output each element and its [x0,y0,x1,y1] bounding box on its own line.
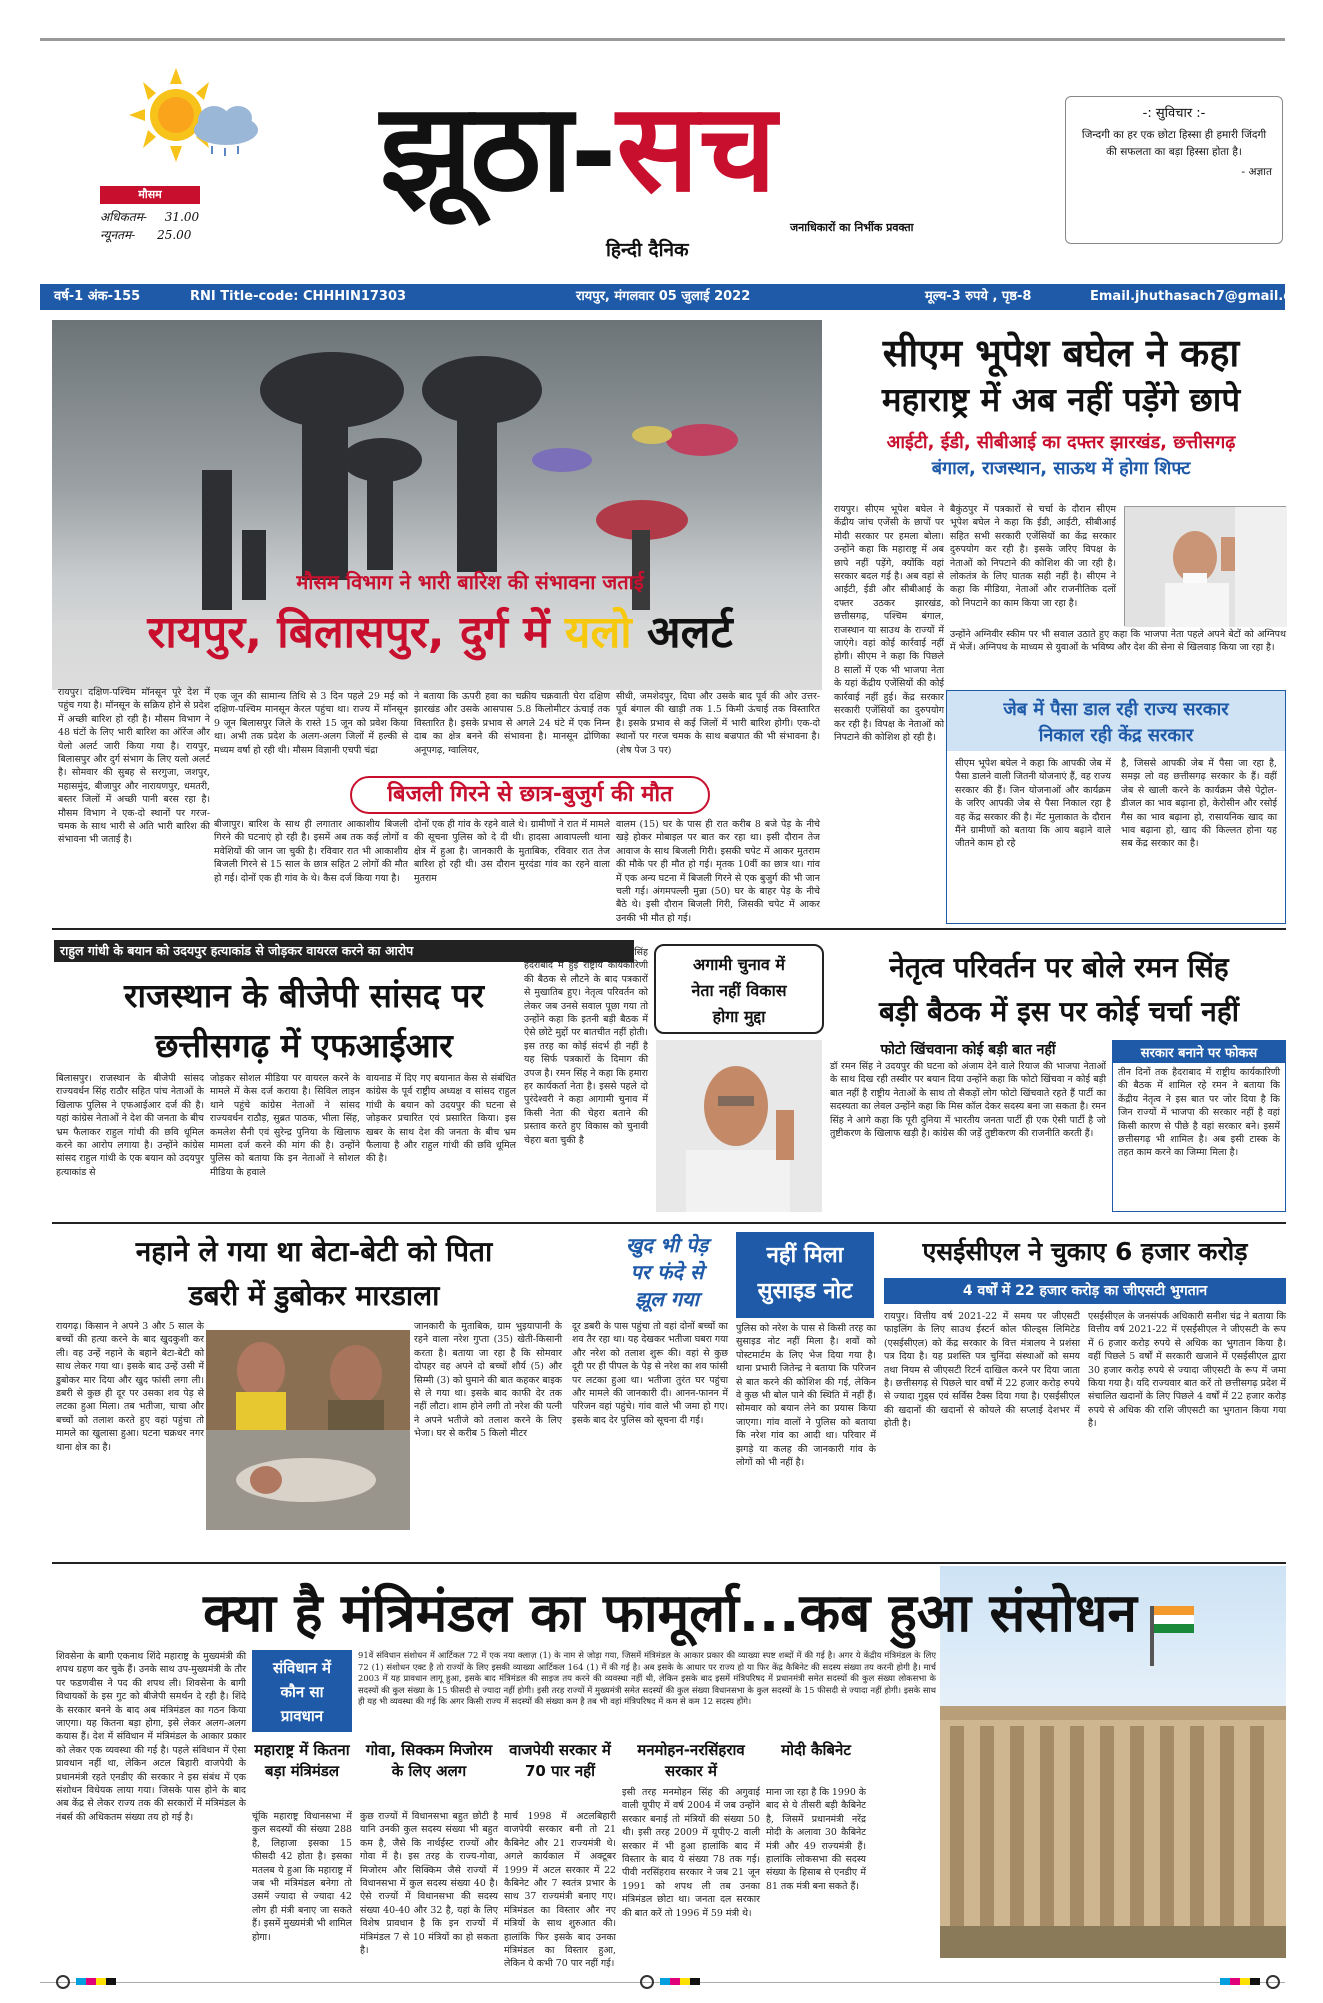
rni-code: RNI Title-code: CHHHIN17303 [190,289,407,304]
rain-headline-black: अलर्ट [647,607,733,658]
cm-box-title-1: जेब में पैसा डाल रही राज्य सरकार [1003,699,1229,720]
cabinet-c5-head: मोदी कैबिनेट [781,1741,851,1759]
father-headline-2: डबरी में डुबोकर मारडाला [188,1279,440,1312]
raman-quote-3: होगा मुद्दा [712,1007,766,1026]
masthead-title [380,60,980,220]
issue-number: वर्ष-1 अंक-155 [54,289,141,304]
raman-focus-text: तीन दिनों तक हैदराबाद में राष्ट्रीय कार्यकारिणी की बैठक में शामिल रहे रमन ने बताया कि केंद्रीय नेतृत्व ने इस बात पर जोर दिया है कि जिन राज्यों में भाजपा की सरकार नहीं है वहां किसी कारण से पीछे है वहां सरकार बने। इसमें छत्तीसगढ़ भी शामिल है। अब इसी टास्क के तहत काम करने का जिम्मा मिला है। [1118,1067,1280,1159]
fir-col-2: जोड़कर सोशल मीडिया पर वायरल करने के मामले में केस दर्ज कराया है। सिविल लाइन थाने पहुंचे कांग्रेस नेताओं ने सांसद राज्यवर्धन राठौड़, सुब्रत पाठक, भीला सिंह, कमलेश सैनी एवं सुरेन्द्र पुनिया के खिलाफ मामला दर्ज करने की मांग की है। उन्होंने पुलिस को बताया कि इन नेताओं ने सोशल मीडिया के हवाले [210,1073,360,1178]
father-side-box [576,1232,758,1316]
note-box [736,1232,874,1318]
father-side-3: झूल गया [635,1287,699,1311]
cabinet-box [252,1650,352,1732]
cabinet-c3-head: वाजपेयी सरकार में 70 पार नहीं [509,1741,611,1780]
cm-box-title-2: निकाल रही केंद्र सरकार [1038,725,1194,746]
weather-box [96,60,276,240]
fir-col-3: वायनाड में दिए गए बयानात केस से संबंधित कांग्रेस के पूर्व राष्ट्रीय अध्यक्ष व सांसद राहुल गांधी के बयान को उदयपुर की घटना से जोड़कर प्रचारित एवं प्रसारित किया। इस खबर के साथ देश की जनता के बीच भ्रम फैलाया है और राहुल गांधी की छवि धूमिल की है। [366,1073,516,1165]
top-rule [40,38,1285,41]
raman-photo-text: डॉ रमन सिंह ने उदयपुर की घटना को अंजाम देने वाले रियाज की भाजपा नेताओं के साथ दिख रही तस्वीर पर बयान दिया उन्होंने कहा कि फोटो खिंचवा न कोई बड़ी बात नहीं है राष्ट्रीय नेताओं के साथ तो सैकड़ों लोग फोटो खिंचवाते रहते हैं पार्टी का सदस्यता का लेवल उन्होंने कहा कि मिस कॉल देकर सदस्य बना जा सकता है। रमन सिंह ने आगे कहा कि पूरी दुनिया में भारतीय जनता पार्टी ही एक ऐसी पार्टी है जो तुष्टीकरण के खिलाफ खड़ी है। कांग्रेस की जड़ें तुष्टीकरण की राजनीति करती हैं। [830,1061,1106,1140]
rain-headline-red: रायपुर, बिलासपुर, दुर्ग में [147,607,550,658]
color-bar-left [76,1978,116,1985]
raman-headline-1: नेतृत्व परिवर्तन पर बोले रमन सिंह [889,951,1229,984]
cabinet-headline: क्या है मंत्रिमंडल का फामूर्ला...कब हुआ संसोधन [203,1583,1137,1644]
rain-col-4: सीधी, जमशेदपुर, दिघा और उसके बाद पूर्व की ओर उत्तर-पूर्व बंगाल की खाड़ी तक 1.5 किमी ऊंचाई तक विस्तारित है। इसके प्रभाव से कई जिलों में भारी बारिश होगी। एक-दो स्थानों पर गरज चमक के साथ बज्रपात की भी संभावना है। (शेष पेज 3 पर) [616,691,820,756]
cm-photo [1124,506,1286,626]
registration-mark-left [56,1975,70,1989]
cabinet-c2-text: कुछ राज्यों में विधानसभा बहुत छोटी है यानि उनकी कुल सदस्य संख्या भी बहुत कम है, जैसे कि नार्थईस्ट राज्यों और गोवा में है। इस तरह के राज्य-गोवा, मिजोरम और सिक्किम जैसे राज्यों में विधानसभा में कुल सदस्य संख्या 40 है। ऐसे राज्यों में विधानसभा की सदस्य संख्या 40-40 और 32 है, यहां के लिए विशेष प्रावधान है कि इन राज्यों में मंत्रिमंडल 7 से 10 मंत्रियों का हो सकता है। [360,1811,498,1957]
masthead-title-left: झूठा [380,77,571,219]
weather-max-label: अधिकतम- [100,210,147,224]
fir-redbar: राहुल गांधी के बयान को उदयपुर हत्याकांड से जोड़कर वायरल करने का आरोप [54,940,634,962]
cm-col-2: बैकुंठपुर में पत्रकारों से चर्चा के दौरान सीएम भूपेश बघेल ने कहा कि ईडी, आईटी, सीबीआई सहित सभी सरकारी एजेंसियों का केंद्र सरकार दुरुपयोग कर रही है। इसके जरिए विपक्ष के नेताओं को निपटाने की कोशिश की जा रही है। लोकतंत्र के लिए घातक सही नहीं है। सीएम ने कहा कि मीडिया, नेताओं और राजनीतिक दलों को निपटाने का काम किया जा रहा है। [950,504,1116,609]
cm-box [946,690,1286,924]
lightning-col-1: बीजापुर। बारिश के साथ ही लगातार आकाशीय बिजली गिरने की घटनाएं हो रही है। इसमें अब तक कई लोगों व मवेशियों की जान जा चुकी है। रविवार रात भी आकाशीय बिजली गिरने से 15 साल के छात्र सहित 2 लोगों की मौत हो गई। दोनों एक ही गांव के थे। कैस दर्ज किया गया है। [214,819,408,884]
cabinet-c3-text: मार्च 1998 में अटलबिहारी वाजपेयी सरकार बनी तो 21 कैबिनेट और 21 राज्यमंत्री थे। अगले कार्यकाल में अक्टूबर 1999 में अटल सरकार में 22 कैबिनेट और 7 स्वतंत्र प्रभार के साथ 37 राज्यमंत्री बनाए गए। मंत्रिमंडल का विस्तार और नए मंत्रियों के साथ शुरुआत की। हालांकि फिर इसके बाद उनका मंत्रिमंडल का विस्तार हुआ, लेकिन ये कभी 70 पार नहीं गई। [504,1811,616,1970]
cm-sub-2: बंगाल, राजस्थान, साऊथ में होगा शिफ्ट [931,458,1191,479]
rain-headline-yellow: यलो [564,607,632,658]
masthead-subtitle: हिन्दी दैनिक [606,239,689,261]
fir-headline-1: राजस्थान के बीजेपी सांसद पर [123,976,485,1015]
cabinet-box-3: प्रावधान [280,1707,324,1725]
father-col-2: जानकारी के मुताबिक, ग्राम भुइयापानी के रहने वाला नरेश गुप्ता (35) खेती-किसानी करता है। बताया जा रहा है कि सोमवार दोपहर वह अपने दो बच्चों शौर्य (5) और सिम्मी (3) को घुमाने की बात कहकर बाइक से ले गया था। इसके बाद काफी देर तक नहीं लौटा। शाम होने लगी तो नरेश की पत्नी ने अपने भतीजे को तलाश करने के लिए भेजा। घर से करीब 5 किलो मीटर [414,1321,562,1440]
thought-title: -: सुविचार :- [1142,106,1206,121]
raman-quote-1: अगामी चुनाव में [693,955,785,974]
cm-box-col-2: है, जिससे आपकी जेब में पैसा जा रहा है, समझ लो वह छत्तीसगढ़ सरकार के हैं। वहीं जेब से खाली करने के कार्यक्रम जैसे पेट्रोल-डीजल का भाव बढ़ाना हो, केरोसीन और रसोई गैस का भाव बढ़ाना हो, रासायनिक खाद का भाव बढ़ाना हो, खाद की किल्लत होना यह सब केंद्र सरकार का है। [1121,758,1277,850]
raman-focus-box [1112,1040,1286,1212]
cabinet-c4-head: मनमोहन-नरसिंहराव सरकार में [637,1741,745,1780]
thought-box [1065,96,1283,244]
father-headline-1: नहाने ले गया था बेटा-बेटी को पिता [135,1235,493,1268]
rain-col-2: एक जून की सामान्य तिथि से 3 दिन पहले 29 मई को दक्षिण-पश्चिम मानसून केरल पहुंचा था। राज्य में मॉनसून 9 जून बिलासपुर जिले के रास्ते 15 जून को प्रवेश किया था। अभी तक प्रदेश के अलग-अलग जिलों में हल्की से मध्यम वर्षा हो रही थी। मौसम विज्ञानी एचपी चंद्रा [214,691,408,756]
fir-headline-2: छत्तीसगढ़ में एफआईआर [155,1026,453,1065]
cm-col-1: रायपुर। सीएम भूपेश बघेल ने केंद्रीय जांच एजेंसी के छापों पर मोदी सरकार पर हमला बोला। उन्होंने कहा कि महाराष्ट्र में अब छापे नहीं पड़ेंगे, क्योंकि वहां सरकार बदल गई है। अब वहां से आईटी, ईडी और सीबीआई के दफ्तर उठकर झारखंड, छत्तीसगढ़, पश्चिम बंगाल, राजस्थान या साउथ के राज्यों में जाएंगे। वहां कोई कार्रवाई नहीं होगी। सीएम ने कहा कि पिछले 8 सालों में एक भी भाजपा नेता के यहां केंद्रीय एजेंसियों की कोई कार्रवाई नहीं हुई। केंद्र सरकार सरकारी एजेंसियों का दुरुपयोग कर रही है। विपक्ष के नेताओं को निपटाने की कोशिश हो रही है। [834,504,944,743]
cm-headline-2: महाराष्ट्र में अब नहीं पड़ेंगे छापे [881,380,1241,419]
weather-min-value: 25.00 [157,228,192,242]
raman-focus-title: सरकार बनाने पर फोकस [1113,1041,1285,1063]
dateline: रायपुर, मंगलवार 05 जुलाई 2022 [576,289,751,304]
secl-col-1: रायपुर। वित्तीय वर्ष 2021-22 में समय पर जीएसटी फाइलिंग के लिए साउथ ईस्टर्न कोल फील्ड्स लिमिटेड (एसईसीएल) को केंद्र सरकार के वित्त मंत्रालय ने प्रशंसा पत्र दिया है। यह प्रशस्ति पत्र चुनिंदा संस्थाओं को समय तथा नियम से जीएसटी रिटर्न दाखिल करने पर दिया जाता है। छत्तीसगढ़ से पिछले चार वर्षों में 22 हजार करोड़ रुपये से ज्यादा गुड्स एवं सर्विस टैक्स दिया गया है। एसईसीएल की खदानों की खदानों से कोयले की सप्लाई देशभर में होती है। [884,1311,1080,1430]
cabinet-top-text: 91वें संविधान संशोधन में आर्टिकल 72 में एक नया क्लाज़ (1) के नाम से जोड़ा गया, जिसमें मंत्रिमंडल के आकार प्रकार की व्याख्या स्पष्ट शब्दों में की गई है। अगर ये केंद्रीय मंत्रिमंडल के लिए 72 (1) संशोधन एक्ट है तो राज्यों के लिए इसकी व्याख्या आर्टिकल 164 (1) में की गई है। अब इसके के आधार पर राज्य हो या फिर केंद्र कैबिनेट की सदस्य संख्या तय करनी होगी है। मार्च 2003 में यह प्रावधान लागू हुआ, इसके बाद मंत्रिमंडल की साइज तय करने की व्यवस्था नहीं थी, लेकिन इसके बाद इसमें मंत्रिपरिषद में प्रधानमंत्री समेत सदस्यों की कुल संख्या लोकसभा के सदस्यों की कुल संख्या के 15 फीसदी से ज्यादा नहीं होगी। इसी तरह राज्यों में मुख्यमंत्री समेत सदस्यों की कुल संख्या विधानसभा के कुल सदस्यों के 15 फीसदी से ज्यादा नहीं होगी। इसके साथ ही यह भी व्यवस्था की गई कि अगर किसी राज्य में सदस्यों की संख्या कम है तब भी वहां मंत्रिपरिषद में कम से कम 12 सदस्य होंगे। [358,1650,936,1706]
father-side-2: पर फंदे से [630,1260,704,1284]
weather-max-value: 31.00 [164,210,200,224]
lightning-col-3: वालम (15) घर के पास ही रात करीब 8 बजे पेड़ के नीचे खड़े होकर मोबाइल पर बात कर रहा था। इसी दौरान तेज आवाज के साथ बिजली गिरी। इसकी चपेट में आकर मुतराम की मौके पर ही मौत हो गई। मृतक 10वीं का छात्र था। गांव में एक अन्य घटना में बिजली गिरने से एक बुजुर्ग की भी जान चली गई। अंगमपल्ली मुन्ना (50) घर के बाहर पेड़ के नीचे बैठे थे। इसी दौरान बिजली गिरी, जिसकी चपेट में आकर उनकी भी मौत हो गई। [616,819,820,924]
masthead-tagline: जनाधिकारों का निर्भीक प्रवक्ता [790,221,914,234]
sun-cloud-icon [106,60,276,170]
secl-sub: 4 वर्षों में 22 हजार करोड़ का जीएसटी भुगतान [884,1278,1286,1304]
raman-headline-2: बड़ी बैठक में इस पर कोई चर्चा नहीं [879,995,1239,1028]
secl-col-2: एसईसीएल के जनसंपर्क अधिकारी सनीश चंद्र ने बताया कि वित्तीय वर्ष 2021-22 में एसईसीएल ने जीएसटी के रूप में 6 हजार करोड़ रुपये से अधिक का भुगतान किया है। वहीं पिछले 5 वर्षों में सरकारी खजाने में एसईसीएल द्वारा 30 हजार करोड़ रुपये से ज्यादा जीएसटी के रूप में जमा किया गया है। यदि राज्यवार बात करें तो छत्तीसगढ़ प्रदेश में संचालित खदानों के लिए पिछले 4 वर्षों में 22 हजार करोड़ रुपये से अधिक की राशि जीएसटी का भुगतान किया गया है। [1088,1311,1286,1430]
note-text: पुलिस को नरेश के पास से किसी तरह का सुसाइड नोट नहीं मिला है। शवों को पोस्टमार्टम के लिए भेज दिया गया है। थाना प्रभारी जितेन्द्र ने बताया कि परिजन से बात करने की कोशिश की गई, लेकिन वे कुछ भी बोल पाने की स्थिति में नहीं हैं। सोमवार को बयान लेने का प्रयास किया जाएगा। गांव वालों ने पुलिस को बताया कि नरेश गांव का आदी था। परिवार में झगड़े या कलह की जानकारी गांव के लोगों को भी नहीं है। [736,1323,876,1469]
masthead-title-right: सच [616,77,777,219]
email: Email.jhuthasach7@gmail.com [1090,289,1314,304]
note-title-2: सुसाइड नोट [757,1279,853,1304]
raman-photo-head: फोटो खिंचवाना कोई बड़ी बात नहीं [880,1042,1056,1058]
father-photo [206,1330,410,1530]
lightning-col-2: दोनों एक ही गांव के रहने वाले थे। ग्रामीणों ने रात में मामले की सूचना पुलिस को दे दी थी। हादसा आवापल्ली थाना क्षेत्र में हुआ है। जानकारी के मुताबिक, रविवार रात तेज बारिश हो रही थी। उस दौरान मुरदंडा गांव का रहने वाला मुतराम [414,819,610,884]
cabinet-c1-text: चूंकि महाराष्ट्र विधानसभा में कुल सदस्यों की संख्या 288 है, लिहाजा इसका 15 फीसदी 42 होता है। इसका मतलब ये हुआ कि महाराष्ट्र में जब भी मंत्रिमंडल बनेगा तो उसमें ज्यादा से ज्यादा 42 लोग ही मंत्री बनाए जा सकते हैं। इसमें मुख्यमंत्री भी शामिल होगा। [252,1811,352,1943]
cabinet-c1-head: महाराष्ट्र में कितना बड़ा मंत्रिमंडल [254,1741,350,1780]
cm-col-wide: उन्होंने अग्निवीर स्कीम पर भी सवाल उठाते हुए कहा कि भाजपा नेता पहले अपने बेटों को अग्निपथ में भेजें। अग्निपथ के माध्यम से युवाओं के भविष्य और देश की सेना से खिलवाड़ किया जा रहा है। [950,629,1286,654]
cabinet-intro: शिवसेना के बागी एकनाथ शिंदे महाराष्ट्र के मुख्यमंत्री की शपथ ग्रहण कर चुके हैं। उनके साथ उप-मुख्यमंत्री के तौर पर फडणवीस ने पद की शपथ ली। शिवसेना के बागी विधायकों के इस गुट को बीजेपी समर्थन दे रही है। शिंदे के सरकार बनने के बाद अब मंत्रिमंडल का गठन किया जाएगा। यह कितना बड़ा होगा, इसे लेकर अलग-अलग कयास हैं। देश में संविधान में मंत्रिमंडल के आकार प्रकार को लेकर एक व्यवस्था की गई है। पहले संविधान में ऐसा प्रावधान नहीं था, लेकिन अटल बिहारी वाजपेयी के प्रधानमंत्री रहते एनडीए की सरकार ने इस संबंध में एक संशोधन विधेयक लाया गया। जिसके पास होने के बाद अब केंद्र से लेकर राज्य तक की सरकारों में मंत्रिमंडल के नंबर्स की अधिकतम संख्या तय हो गई है। [56,1651,246,1823]
weather-label: मौसम [100,186,200,204]
raman-quote-2: नेता नहीं विकास [691,981,787,1000]
rain-col-3: ने बताया कि ऊपरी हवा का चक्रीय चक्रवाती घेरा दक्षिण झारखंड और उसके आसपास 5.8 किलोमीटर ऊंचाई तक विस्तारित है। इसके प्रभाव से अगले 24 घंटे में एक निम्न दाब का क्षेत्र बनने की संभावना है। मानसून द्रोणिका अनूपगढ़, ग्वालियर, [414,691,610,756]
note-title-1: नहीं मिला [766,1243,844,1268]
father-col-1: रायगढ़। किसान ने अपने 3 और 5 साल के बच्चों की हत्या करने के बाद खुदकुशी कर ली। वह उन्हें नहाने के बहाने बेटा-बेटी को साथ लेकर गया था। इसके बाद उन्हें उसी में डुबोकर मार दिया और खुद फांसी लगा ली। डबरी से कुछ ही दूर पर उसका शव पेड़ से लटका हुआ मिला। तब भतीजा, चाचा और बच्चों को तलाश करते हुए वहां पहुंचा तो मामले का खुलासा हुआ। घटना चक्रधर नगर थाना क्षेत्र का है। [56,1321,204,1453]
raman-quote-box [654,944,824,1034]
rain-col-1: रायपुर। दक्षिण-पश्चिम मॉनसून पूरे देश में पहुंच गया है। मॉनसून के सक्रिय होने से प्रदेश में अच्छी बारिश हो रही है। मौसम विभाग ने 48 घंटों के लिए भारी बारिश का ऑरेंज और येलो अलर्ट जारी किया गया है। रायपुर, बिलासपुर और दुर्ग संभाग के लिए यलो अलर्ट है। सोमवार की सुबह से सरगुजा, जशपुर, महासमुंद, बीजापुर और नारायणपुर, धमतरी, बस्तर जिलों में अच्छी पानी बरस रहा है। मौसम विभाग ने एक-दो स्थानों पर गरज-चमक के साथ भारी से अति भारी बारिश की संभावना भी जताई है। [58,687,210,846]
registration-mark-center [640,1975,654,1989]
rain-headline [60,600,820,660]
lightning-headline-box [350,776,710,814]
info-bar [40,284,1314,310]
cabinet-box-1: संविधान में [273,1659,331,1677]
father-side-1: खुद भी पेड़ [625,1233,709,1257]
raman-photo [656,1040,822,1212]
cm-box-col-1: सीएम भूपेश बघेल ने कहा कि आपकी जेब में पैसा डालने वाली जितनी योजनाएं हैं, वह राज्य सरकार की हैं। जिन योजनाओं और कार्यक्रम के जरिए आपकी जेब से पैसा निकाल रहा है वह केंद्र सरकार की है। मेंट मुलाकात के दौरान मैंने ग्रामीणों को बताया कि आय बढ़ाने वाले जीतने काम हो रहे [955,758,1111,850]
secl-headline: एसईसीएल ने चुकाए 6 हजार करोड़ [922,1237,1248,1266]
color-bar-right [1220,1978,1260,1985]
cabinet-box-2: कौन सा [280,1683,324,1701]
thought-author: - अज्ञात [1241,166,1272,178]
masthead-dash: - [570,88,617,216]
color-bar-center [660,1978,700,1985]
thought-text: जिन्दगी का हर एक छोटा हिस्सा ही हमारी जिंदगी की सफलता का बड़ा हिस्सा होता है। [1081,129,1267,158]
father-col-3: दूर डबरी के पास पहुंचा तो वहां दोनों बच्चों का शव तैर रहा था। यह देखकर भतीजा घबरा गया और नरेश को तलाश शुरू की। वहां से कुछ दूरी पर ही पीपल के पेड़ से नरेश का शव फांसी पर लटका हुआ था। भतीजा तुरंत घर पहुंचा और मामले की जानकारी दी। आनन-फानन में परिजन वहां पहुंचे। गांव वाले भी जमा हो गए। इसके बाद देर पुलिस को सूचना दी गई। [572,1321,728,1426]
raman-col-intro: रायपुर। पूर्व मुख्यमंत्री डॉ. रमन सिंह हैदराबाद में हुई राष्ट्रीय कार्यकारिणी की बैठक से लौटने के बाद पत्रकारों से मुखातिब हुए। नेतृत्व परिवर्तन को लेकर जब उनसे सवाल पूछा गया तो उन्होंने कहा कि इतनी बड़ी बैठक में ऐसे छोटे मुद्दों पर बातचीत नहीं होती। इस तरह का कोई संदर्भ ही नहीं है यह सिर्फ पत्रकारों के दिमाग की उपज है। रमन सिंह ने कहा कि हमारा हर कार्यकर्ता नेता है। इससे पहले दो पुरंदेश्वरी ने कहा आगामी चुनाव में किसी नेता की चेहरा बताने की प्रस्ताव करते हुए विकास को चुनावी चेहरा बता चुकी है [524,947,648,1146]
lightning-headline: बिजली गिरने से छात्र-बुजुर्ग की मौत [387,782,673,807]
cm-sub-1: आईटी, ईडी, सीबीआई का दफ्तर झारखंड, छत्तीसगढ़ [886,432,1236,453]
cabinet-c2-head: गोवा, सिक्कम मिजोरम के लिए अलग [365,1741,493,1780]
weather-min-label: न्यूनतम- [100,228,136,242]
price-pages: मूल्य-3 रुपये , पृष्ठ-8 [925,289,1032,304]
registration-mark-right [1266,1975,1280,1989]
cabinet-c5-text: माना जा रहा है कि 1990 के बाद से ये तीसरी बड़ी कैबिनेट है, जिसमें प्रधानमंत्री नरेंद्र मोदी के अलावा 30 कैबिनेट मंत्री और 49 राज्यमंत्री हैं। हालांकि लोकसभा की सदस्य संख्या के हिसाब से एनडीए में 81 तक मंत्री बना सकते हैं। [766,1787,866,1892]
rain-kicker: मौसम विभाग ने भारी बारिश की संभावना जताई [296,570,644,594]
fir-col-1: बिलासपुर। राजस्थान के बीजेपी सांसद राज्यवर्धन सिंह राठौर सहित पांच नेताओं के खिलाफ पुलिस ने एफआईआर दर्ज की है। यहां कांग्रेस नेताओं ने देश की जनता के बीच भ्रम फैलाकर राहुल गांधी की छवि धूमिल करने का आरोप लगाया है। उन्होंने कांग्रेस सांसद राहुल गांधी के एक बयान को उदयपुर हत्याकांड से [56,1073,204,1178]
cabinet-c4-text: इसी तरह मनमोहन सिंह की अगुवाई वाली यूपीए में वर्ष 2004 में जब उन्होंने सरकार बनाई तो मंत्रियों की संख्या 50 थी। इसी तरह 2009 में यूपीए-2 वाली सरकार में भी हुआ हालांकि बाद में विस्तार के बाद ये संख्या 78 तक गई। पीवी नरसिंहराव सरकार ने जब 21 जून 1991 को शपथ ली तब उनका मंत्रिमंडल छोटा था। जनता दल सरकार की बात करें तो 1996 में 59 मंत्री थे। [622,1787,760,1919]
cm-headline-1: सीएम भूपेश बघेल ने कहा [882,331,1240,375]
